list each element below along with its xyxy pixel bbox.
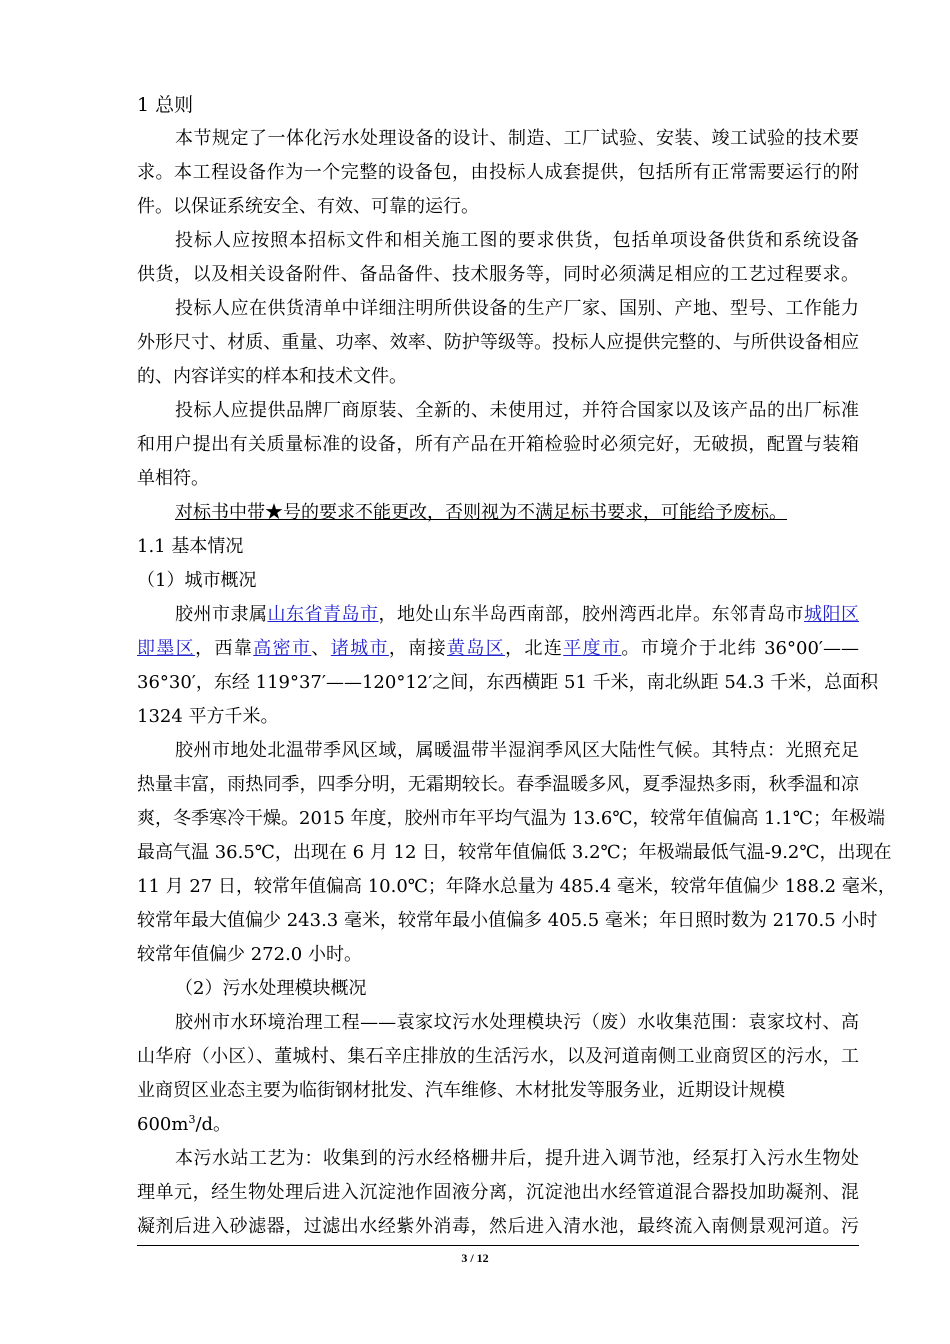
paragraph-line: 业商贸区业态主要为临街钢材批发、汽车维修、木材批发等服务业，近期设计规模 (137, 1080, 785, 1101)
paragraph-line: 胶州市地处北温带季风区域，属暖温带半湿润季风区大陆性气候。其特点：光照充足 (175, 740, 859, 761)
paragraph-line: 胶州市水环境治理工程——袁家坟污水处理模块污（废）水收集范围：袁家坟村、高 (175, 1012, 859, 1033)
paragraph-line: 本污水站工艺为：收集到的污水经格栅井后，提升进入调节池，经泵打入污水生物处 (175, 1148, 859, 1169)
paragraph-line: 较常年最大值偏少 243.3 毫米，较常年最小值偏多 405.5 毫米；年日照时数为 2170.5 小时 (137, 910, 878, 931)
paragraph-line: 投标人应提供品牌厂商原装、全新的、未使用过，并符合国家以及该产品的出厂标准 (175, 400, 859, 421)
capacity-value: 600m (137, 1114, 189, 1135)
paragraph-line: 求。本工程设备作为一个完整的设备包，由投标人成套提供，包括所有正常需要运行的附 (137, 162, 859, 183)
text-run: 胶州市隶属 (175, 604, 268, 625)
paragraph-line: 热量丰富，雨热同季，四季分明，无霜期较长。春季温暖多风，夏季湿热多雨，秋季温和凉 (137, 774, 859, 795)
paragraph-line: 外形尺寸、材质、重量、功率、效率、防护等级等。投标人应提供完整的、与所供设备相应 (137, 332, 859, 353)
item-heading: （2）污水处理模块概况 (175, 978, 367, 999)
paragraph-line: 投标人应按照本招标文件和相关施工图的要求供货，包括单项设备供货和系统设备 (175, 230, 859, 251)
star-requirement-note (137, 496, 897, 530)
paragraph-line: 山华府（小区）、董城村、集石辛庄排放的生活污水，以及河道南侧工业商贸区的污水，工 (137, 1046, 859, 1067)
paragraph-line: 和用户提出有关质量标准的设备，所有产品在开箱检验时必须完好，无破损，配置与装箱 (137, 434, 859, 455)
link-huangdao[interactable]: 黄岛区 (447, 638, 506, 659)
item-heading: （1）城市概况 (137, 570, 257, 591)
paragraph-line: 36°30′，东经 119°37′——120°12′之间，东西横距 51 千米，南北纵距 54.3 千米，总面积 (137, 672, 879, 693)
paragraph-line: 1324 平方千米。 (137, 706, 279, 727)
text-run: 。市境介于北纬 36°00′—— (621, 638, 859, 659)
capacity-unit: /d。 (195, 1114, 232, 1135)
text-run: ，北连 (505, 638, 564, 659)
paragraph-line: 投标人应在供货清单中详细注明所供设备的生产厂家、国别、产地、型号、工作能力 (175, 298, 859, 319)
paragraph-line (137, 632, 859, 666)
footer-divider (137, 1245, 859, 1246)
paragraph-line (137, 598, 859, 632)
text-run: ，南接 (388, 638, 447, 659)
paragraph-line: 11 月 27 日，较常年值偏高 10.0℃；年降水总量为 485.4 毫米，较常年值偏少 188.2 毫米， (137, 876, 896, 897)
capacity-superscript: 3 (188, 1113, 196, 1126)
section-heading: 1 总则 (137, 94, 194, 116)
link-jimo[interactable]: 即墨区 (137, 638, 196, 659)
paragraph-line: 件。以保证系统安全、有效、可靠的运行。 (137, 196, 479, 217)
link-shandong-qingdao[interactable]: 山东省青岛市 (267, 604, 379, 625)
paragraph-line: 凝剂后进入砂滤器，过滤出水经紫外消毒，然后进入清水池，最终流入南侧景观河道。污 (137, 1216, 859, 1237)
page-number: 3 / 12 (461, 1251, 489, 1265)
link-gaomi[interactable]: 高密市 (253, 638, 312, 659)
paragraph-line: 理单元，经生物处理后进入沉淀池作固液分离，沉淀池出水经管道混合器投加助凝剂、混 (137, 1182, 859, 1203)
paragraph-line (137, 1108, 859, 1142)
paragraph-line: 供货，以及相关设备附件、备品备件、技术服务等，同时必须满足相应的工艺过程要求。 (137, 264, 859, 285)
subsection-heading: 1.1 基本情况 (137, 536, 244, 557)
paragraph-line: 本节规定了一体化污水处理设备的设计、制造、工厂试验、安装、竣工试验的技术要 (175, 128, 859, 149)
text-run: 、 (311, 638, 331, 659)
paragraph-line: 的、内容详实的样本和技术文件。 (137, 366, 407, 387)
paragraph-line: 爽，冬季寒冷干燥。2015 年度，胶州市年平均气温为 13.6℃，较常年值偏高 1.1℃；年极端 (137, 808, 885, 829)
link-chengyang[interactable]: 城阳区 (804, 604, 859, 625)
text-run: ，西靠 (195, 638, 254, 659)
paragraph-line: 较常年值偏少 272.0 小时。 (137, 944, 362, 965)
text-run: ，地处山东半岛西南部，胶州湾西北岸。东邻青岛市 (378, 604, 804, 625)
link-zhucheng[interactable]: 诸城市 (330, 638, 389, 659)
paragraph-line: 最高气温 36.5℃，出现在 6 月 12 日，较常年值偏低 3.2℃；年极端最低气温-9.2℃，出现在 (137, 842, 892, 863)
link-pingdu[interactable]: 平度市 (563, 638, 622, 659)
paragraph-line: 单相符。 (137, 468, 209, 489)
underlined-note: 对标书中带★号的要求不能更改，否则视为不满足标书要求，可能给予废标。 (175, 502, 787, 523)
